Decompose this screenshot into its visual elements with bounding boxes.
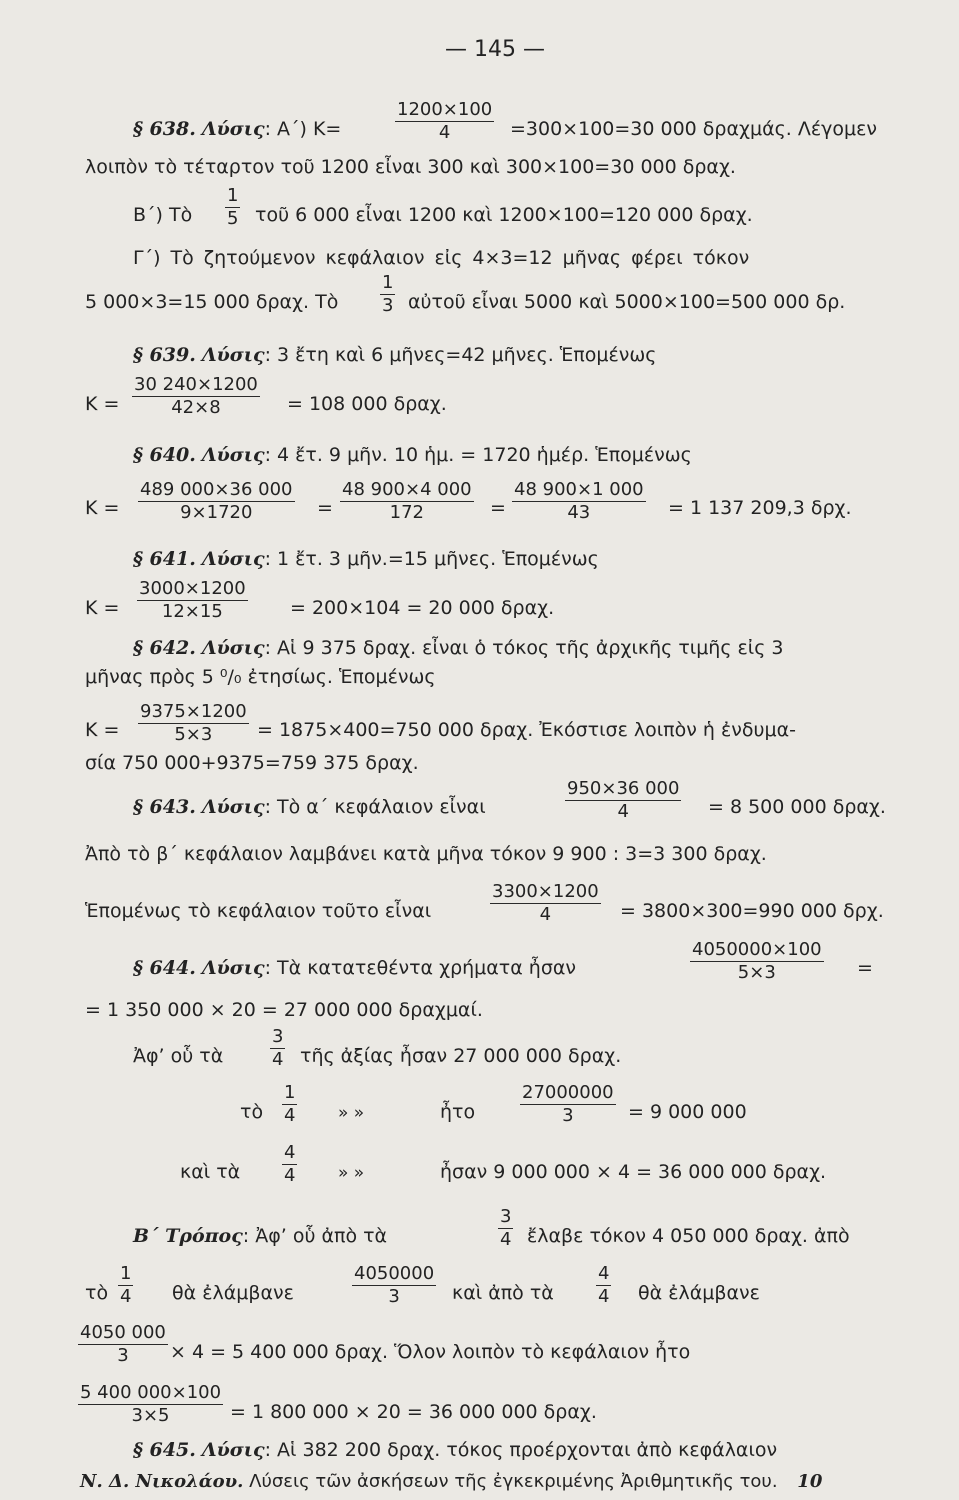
fraction-denominator: 4 <box>500 1229 512 1250</box>
s639-text: : 3 ἔτη καὶ 6 μῆνες=42 μῆνες. Ἑπομένως <box>264 344 657 366</box>
s644-m2-fraction-2 <box>596 1264 611 1307</box>
s642-section: § 642. <box>133 637 196 659</box>
s642-text: : Αἱ 9 375 δραχ. εἶναι ὁ τόκος τῆς ἀρχικῆς τιμῆς εἰς 3 <box>264 637 784 659</box>
fraction-numerator: 30 240×1200 <box>134 374 258 395</box>
fraction-denominator: 172 <box>389 502 424 523</box>
s644-m2-mid: θὰ ἐλάμβανε <box>172 1282 294 1304</box>
s642-label: Λύσις <box>201 637 265 659</box>
s640-eq1: = <box>317 497 333 519</box>
s640-section: § 640. <box>133 444 196 466</box>
fraction-numerator: 5 400 000×100 <box>80 1382 222 1403</box>
s642-line1 <box>133 636 784 660</box>
fraction-denominator: 4 <box>539 904 552 925</box>
s645-section: § 645. <box>133 1439 196 1461</box>
s642-line2: μῆνας πρὸς 5 ⁰/₀ ἐτησίως. Ἑπομένως <box>85 666 436 688</box>
s638-b-fraction <box>225 186 240 229</box>
fraction-numerator: 489 000×36 000 <box>140 479 293 500</box>
s644-m4-fraction <box>78 1383 223 1426</box>
s644-l4-result: = 9 000 000 <box>628 1101 747 1123</box>
s639-line1 <box>133 343 656 367</box>
s643-result-2: = 3800×300=990 000 δρχ. <box>620 900 884 922</box>
s643-text: : Τὸ α΄ κεφάλαιον εἶναι <box>264 796 486 818</box>
fraction-numerator: 950×36 000 <box>567 778 680 799</box>
fraction-numerator: 3 <box>500 1206 512 1227</box>
fraction-denominator: 12×15 <box>161 601 223 622</box>
s644-m1-fraction <box>498 1207 513 1250</box>
s644-l4-prefix: τὸ <box>240 1101 264 1123</box>
s644-m4-text: = 1 800 000 × 20 = 36 000 000 δραχ. <box>230 1401 597 1423</box>
s642-line4: σία 750 000+9375=759 375 δραχ. <box>85 752 419 774</box>
fraction-numerator: 1 <box>284 1082 296 1103</box>
s640-line1 <box>133 443 692 467</box>
fraction-numerator: 48 900×4 000 <box>342 479 472 500</box>
fraction-denominator: 4 <box>598 1286 610 1307</box>
s641-k: Κ = <box>85 597 120 619</box>
s644-l5-fraction <box>282 1143 297 1186</box>
s638-part-a: : Α΄) Κ= <box>264 118 342 140</box>
s640-label: Λύσις <box>201 444 265 466</box>
s640-text: : 4 ἔτ. 9 μῆν. 10 ἡμ. = 1720 ἡμέρ. Ἑπομένως <box>264 444 692 466</box>
footer-sheet-number: 10 <box>797 1471 823 1492</box>
s639-result: = 108 000 δραχ. <box>287 393 447 415</box>
s643-result: = 8 500 000 δραχ. <box>708 796 886 818</box>
fraction-numerator: 4050000×100 <box>692 939 822 960</box>
fraction-numerator: 4050 000 <box>80 1322 166 1343</box>
s638-line2: λοιπὸν τὸ τέταρτον τοῦ 1200 εἶναι 300 καὶ 300×100=30 000 δραχ. <box>85 156 736 178</box>
s643-section: § 643. <box>133 796 196 818</box>
s643-line3: Ἑπομένως τὸ κεφάλαιον τοῦτο εἶναι <box>85 900 432 922</box>
s644-method-line1 <box>133 1224 387 1248</box>
s643-fraction-2 <box>490 882 601 925</box>
s639-label: Λύσις <box>201 344 265 366</box>
fraction-denominator: 3 <box>382 295 394 316</box>
s644-m2-fraction <box>118 1264 133 1307</box>
s643-line1 <box>133 795 486 819</box>
fraction-denominator: 5×3 <box>737 962 776 983</box>
s640-result: = 1 137 209,3 δρχ. <box>668 497 852 519</box>
s640-fraction-2 <box>340 480 474 523</box>
s641-result: = 200×104 = 20 000 δραχ. <box>290 597 555 619</box>
fraction-denominator: 3×5 <box>131 1405 170 1426</box>
s638-section: § 638. <box>133 118 196 140</box>
s640-fraction-3 <box>512 480 646 523</box>
s644-m2-tail: θὰ ἐλάμβανε <box>638 1282 760 1304</box>
s644-line1 <box>133 956 576 980</box>
fraction-numerator: 3000×1200 <box>139 578 246 599</box>
fraction-denominator: 4 <box>617 801 629 822</box>
s638-c2-fraction <box>380 273 395 316</box>
fraction-numerator: 1 <box>382 272 394 293</box>
s644-method-label: Β΄ Τρόπος <box>133 1225 243 1247</box>
page-number: — 145 — <box>445 37 545 62</box>
fraction-denominator: 4 <box>284 1165 296 1186</box>
s638-fraction-1 <box>395 100 494 143</box>
s640-k: Κ = <box>85 497 120 519</box>
s644-l4-mid: ἦτο <box>440 1101 476 1123</box>
fraction-denominator: 3 <box>117 1345 129 1366</box>
s644-m2-prefix: τὸ <box>85 1282 109 1304</box>
s643-fraction <box>565 779 681 822</box>
fraction-numerator: 48 900×1 000 <box>514 479 644 500</box>
s641-section: § 641. <box>133 548 196 570</box>
fraction-numerator: 4 <box>598 1263 610 1284</box>
footer-title: Λύσεις τῶν ἀσκήσεων τῆς ἐγκεκριμένης Ἀριθμητικῆς του. <box>249 1471 778 1492</box>
s644-m2-big-fraction <box>352 1264 436 1307</box>
s638-c2-prefix: 5 000×3=15 000 δραχ. Τὸ <box>85 291 339 313</box>
fraction-denominator: 4 <box>272 1049 284 1070</box>
fraction-numerator: 4 <box>284 1142 296 1163</box>
fraction-denominator: 5 <box>227 208 239 229</box>
fraction-numerator: 9375×1200 <box>140 701 247 722</box>
fraction-denominator: 3 <box>562 1105 574 1126</box>
s644-m3-fraction <box>78 1323 168 1366</box>
s644-line2: = 1 350 000 × 20 = 27 000 000 δραχμαί. <box>85 999 483 1021</box>
s644-m3-text: × 4 = 5 400 000 δραχ. Ὅλον λοιπὸν τὸ κεφάλαιον ἦτο <box>170 1341 691 1363</box>
s639-fraction <box>132 375 260 418</box>
s638-line1 <box>133 117 341 141</box>
s638-c-text: Γ΄) Τὸ ζητούμενον κεφάλαιον εἰς 4×3=12 μῆνας φέρει τόκον <box>133 247 750 269</box>
s644-l3-prefix: Ἀφ’ οὗ τὰ <box>133 1045 224 1067</box>
fraction-numerator: 1200×100 <box>397 99 493 120</box>
s644-l3-fraction <box>270 1027 285 1070</box>
s644-l4-quotes: » » <box>338 1103 365 1123</box>
s644-m2-mid2: καὶ ἀπὸ τὰ <box>452 1282 554 1304</box>
fraction-numerator: 3 <box>272 1026 284 1047</box>
fraction-denominator: 5×3 <box>174 724 213 745</box>
s642-fraction <box>138 702 249 745</box>
s641-text: : 1 ἔτ. 3 μῆν.=15 μῆνες. Ἑπομένως <box>264 548 599 570</box>
fraction-denominator: 4 <box>438 122 451 143</box>
s641-label: Λύσις <box>201 548 265 570</box>
s644-label: Λύσις <box>201 957 265 979</box>
s638-b-text: τοῦ 6 000 εἶναι 1200 καὶ 1200×100=120 000 δραχ. <box>255 204 753 226</box>
fraction-numerator: 27000000 <box>522 1082 614 1103</box>
s643-label: Λύσις <box>201 796 265 818</box>
s641-line1 <box>133 547 599 571</box>
s638-c2-text: αὐτοῦ εἶναι 5000 καὶ 5000×100=500 000 δρ. <box>408 291 846 313</box>
footer-author: Ν. Δ. Νικολάου. <box>80 1471 244 1492</box>
s644-l4-big-fraction <box>520 1083 616 1126</box>
s645-label: Λύσις <box>201 1439 265 1461</box>
s638-result-1: =300×100=30 000 δραχμάς. Λέγομεν <box>510 118 877 140</box>
fraction-denominator: 42×8 <box>171 397 221 418</box>
s644-l4-fraction <box>282 1083 297 1126</box>
s644-section: § 644. <box>133 957 196 979</box>
s638-b-prefix: Β΄) Τὸ <box>133 204 193 226</box>
fraction-numerator: 1 <box>120 1263 132 1284</box>
s640-eq2: = <box>490 497 506 519</box>
fraction-denominator: 4 <box>120 1286 132 1307</box>
fraction-denominator: 9×1720 <box>180 502 253 523</box>
s644-l3-text: τῆς ἀξίας ἦσαν 27 000 000 δραχ. <box>300 1045 622 1067</box>
s642-k: Κ = <box>85 719 120 741</box>
s645-line1 <box>133 1438 777 1462</box>
s644-eq-tail: = <box>857 957 873 979</box>
s644-l5-quotes: » » <box>338 1163 365 1183</box>
s645-text: : Αἱ 382 200 δραχ. τόκος προέρχονται ἀπὸ κεφάλαιον <box>264 1439 778 1461</box>
s638-label: Λύσις <box>201 118 265 140</box>
s644-fraction <box>690 940 824 983</box>
s639-section: § 639. <box>133 344 196 366</box>
s644-m1-tail: ἔλαβε τόκον 4 050 000 δραχ. ἀπὸ <box>527 1225 850 1247</box>
s644-m1-text: : Ἀφ’ οὗ ἀπὸ τὰ <box>242 1225 388 1247</box>
fraction-denominator: 43 <box>567 502 591 523</box>
page-footer <box>80 1470 822 1494</box>
s640-fraction-1 <box>138 480 295 523</box>
s644-l5-text: ἦσαν 9 000 000 × 4 = 36 000 000 δραχ. <box>440 1161 827 1183</box>
fraction-numerator: 4050000 <box>354 1263 435 1284</box>
fraction-denominator: 3 <box>388 1286 400 1307</box>
s643-line2: Ἀπὸ τὸ β΄ κεφάλαιον λαμβάνει κατὰ μῆνα τόκον 9 900 : 3=3 300 δραχ. <box>85 843 767 865</box>
s644-l5-prefix: καὶ τὰ <box>180 1161 241 1183</box>
s642-result: = 1875×400=750 000 δραχ. Ἐκόστισε λοιπὸν ἡ ἐνδυμα- <box>257 719 796 741</box>
s644-text: : Τὰ κατατεθέντα χρήματα ἦσαν <box>264 957 577 979</box>
fraction-numerator: 3300×1200 <box>492 881 599 902</box>
fraction-numerator: 1 <box>227 185 239 206</box>
s641-fraction <box>137 579 248 622</box>
fraction-denominator: 4 <box>284 1105 296 1126</box>
s639-k: Κ = <box>85 393 120 415</box>
